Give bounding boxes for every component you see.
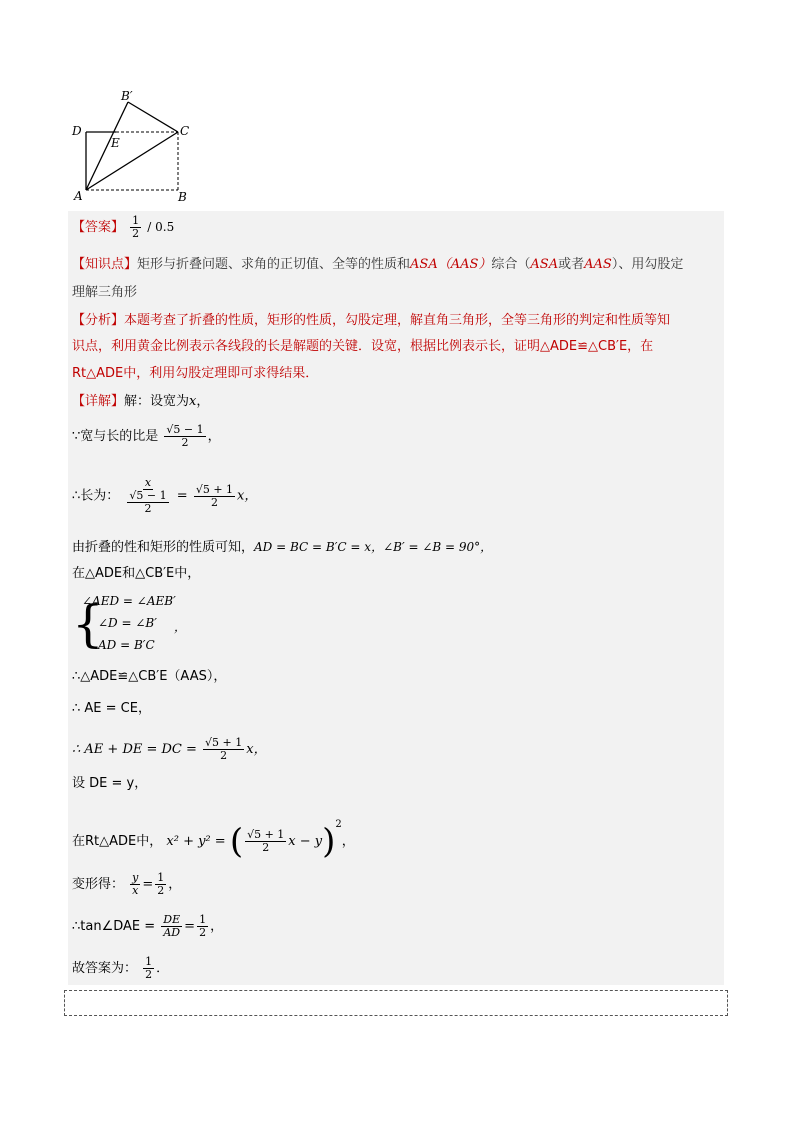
analysis-line-1: 【分析】本题考查了折叠的性质，矩形的性质，勾股定理，解直角三角形，全等三角形的判定和性质等知 <box>72 313 671 328</box>
answer-tag: 【答案】 <box>72 220 125 235</box>
final-answer-fraction: $\frac{1}{2}$ <box>145 955 153 981</box>
system-row-3: AD = B′C <box>98 638 155 652</box>
detail-line-9: 设 DE = y， <box>72 776 148 791</box>
detail-line-5: 在△ADE和△CB′E中， <box>72 566 201 581</box>
detail-line-11: 变形得： $\frac{y}{x}$ = $\frac{1}{2}$ ， <box>72 871 182 897</box>
detail-line-3: ∴长为： $\frac{x}{\frac{√5 - 1}{2}}$ = $\frac{√5 + 1}{2}$ x， <box>72 476 258 515</box>
label-E: E <box>111 136 120 150</box>
system-comma: ， <box>174 620 187 634</box>
knowledge-line-2: 理解三角形 <box>72 285 138 300</box>
detail-tag: 【详解】 <box>72 394 125 409</box>
detail-line-1: 【详解】解：设宽为x， <box>72 394 210 409</box>
detail-line-8: ∴ AE + DE = DC = $\frac{√5 + 1}{2}$ x， <box>72 736 267 762</box>
detail-line-6: ∴△ADE≌△CB′E（AAS）， <box>72 669 227 684</box>
system-row-1: ∠AED = ∠AEB′ <box>82 594 176 608</box>
length-fraction: $\frac{√5 + 1}{2}$ <box>195 482 234 509</box>
label-D: D <box>72 124 82 138</box>
knowledge-tag: 【知识点】 <box>72 257 138 272</box>
knowledge-line-1: 【知识点】矩形与折叠问题、求角的正切值、全等的性质和ASA（AAS）综合（ASA或者AAS）、用勾股定 <box>72 257 684 272</box>
length-complex-fraction: $\frac{x}{\frac{√5 - 1}{2}}$ <box>129 476 167 515</box>
analysis-tag: 【分析】 <box>72 313 125 328</box>
label-B: B <box>178 190 187 204</box>
detail-line-7: ∴ AE = CE， <box>72 701 151 716</box>
label-A: A <box>74 189 83 203</box>
answer-line <box>72 215 174 240</box>
geometry-figure <box>66 90 206 208</box>
answer-alt: / 0.5 <box>147 220 175 234</box>
analysis-line-2: 识点，利用黄金比例表示各线段的长是解题的关键．设宽，根据比例表示长，证明△ADE≌△CB′E，在 <box>72 339 654 354</box>
ratio-fraction: $\frac{√5 - 1}{2}$ <box>166 423 204 449</box>
system-row-2: ∠D = ∠B′ <box>98 616 157 630</box>
dc-fraction: $\frac{√5 + 1}{2}$ <box>205 736 243 762</box>
detail-line-4: 由折叠的性和矩形的性质可知，AD = BC = B′C = x，∠B′ = ∠B = 90°， <box>72 540 493 555</box>
analysis-line-3: Rt△ADE中，利用勾股定理即可求得结果． <box>72 366 319 381</box>
solution-panel <box>68 211 724 985</box>
detail-line-12: ∴tan∠DAE = $\frac{DE}{AD}$ = $\frac{1}{2}$ ， <box>72 913 224 939</box>
system-brace: { <box>72 595 104 653</box>
pythag-fraction: $\frac{√5 + 1}{2}$ <box>247 828 285 854</box>
dashed-separator-box <box>64 990 728 1016</box>
detail-line-10: 在Rt△ADE中， x² + y² = ( $\frac{√5 + 1}{2}$ x − y)$^2$， <box>72 819 355 862</box>
label-B-prime: B′ <box>121 90 133 103</box>
detail-line-13: 故答案为： $\frac{1}{2}$ ． <box>72 955 170 981</box>
answer-fraction: $\frac{1}{2}$ <box>132 214 140 240</box>
detail-line-2: ∵宽与长的比是 $\frac{√5 - 1}{2}$ ， <box>72 423 221 449</box>
label-C: C <box>180 124 190 138</box>
segment-B1C <box>128 102 178 132</box>
